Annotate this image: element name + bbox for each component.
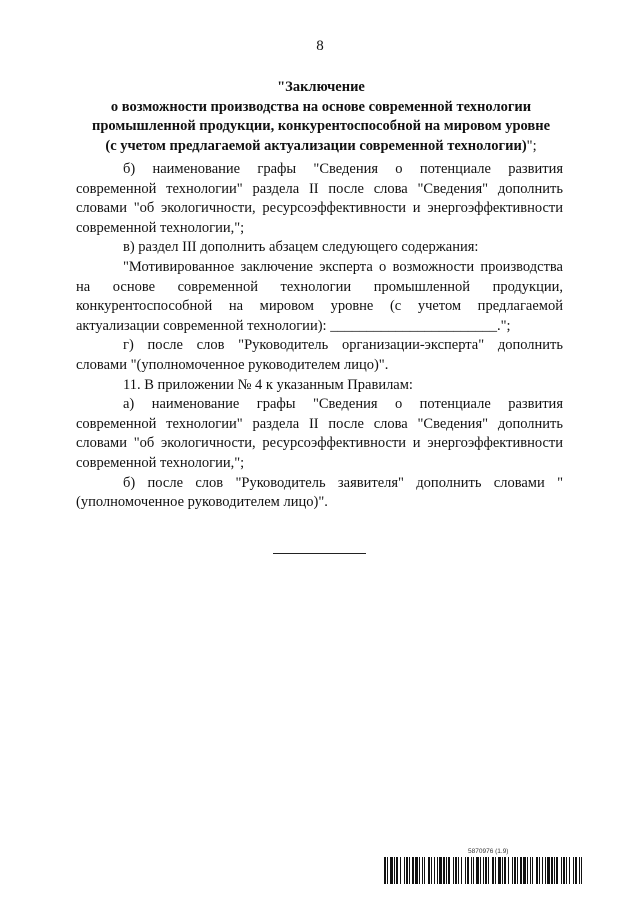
title-line-2: о возможности производства на основе современной технологии	[110, 98, 532, 115]
end-divider-line	[273, 553, 366, 554]
barcode-label: 5870976 (1.9)	[468, 848, 509, 855]
paragraph-11-appendix-4: 11. В приложении № 4 к указанным Правилам:	[123, 376, 413, 393]
barcode-bars	[384, 857, 582, 884]
title-line-4-tail: ";	[526, 137, 537, 154]
title-line-4	[60, 137, 582, 157]
document-body	[76, 160, 563, 513]
paragraph-b-graph-name: б) наименование графы "Сведения о потенциале развития современной технологии" раздела II после слова "Сведения" дополнить словами "об экологичности, ресурсоэффективности и энергоэффективности современной технологии,";	[76, 161, 563, 236]
title-line-1: "Заключение	[277, 79, 365, 95]
paragraph-b-after-words: б) после слов "Руководитель заявителя" дополнить словами "(уполномоченное руководителем лицо)".	[76, 474, 563, 511]
document-title	[60, 78, 582, 156]
page-number: 8	[316, 38, 324, 54]
document-barcode	[384, 848, 582, 886]
paragraph-g-after-words: г) после слов "Руководитель организации-эксперта" дополнить словами "(уполномоченное руководителем лицо)".	[76, 337, 563, 373]
title-line-4-bold: (с учетом предлагаемой актуализации современной технологии)	[105, 137, 527, 154]
title-line-3: промышленной продукции, конкурентоспособной на мировом уровне	[91, 118, 551, 134]
paragraph-v-section-three: в) раздел III дополнить абзацем следующего содержания:	[123, 239, 479, 256]
paragraph-quoted-conclusion: "Мотивированное заключение эксперта о возможности производства на основе современной технологии промышленной продукции, конкурентоспособной на мировом уровне (с учетом предлагаемой актуализации современной технологии): _______________________.";	[76, 258, 563, 334]
paragraph-a-graph-name: а) наименование графы "Сведения о потенциале развития современной технологии" раздела II после слова "Сведения" дополнить словами "об экологичности, ресурсоэффективности и энергоэффективности современной технологии,";	[76, 396, 563, 471]
